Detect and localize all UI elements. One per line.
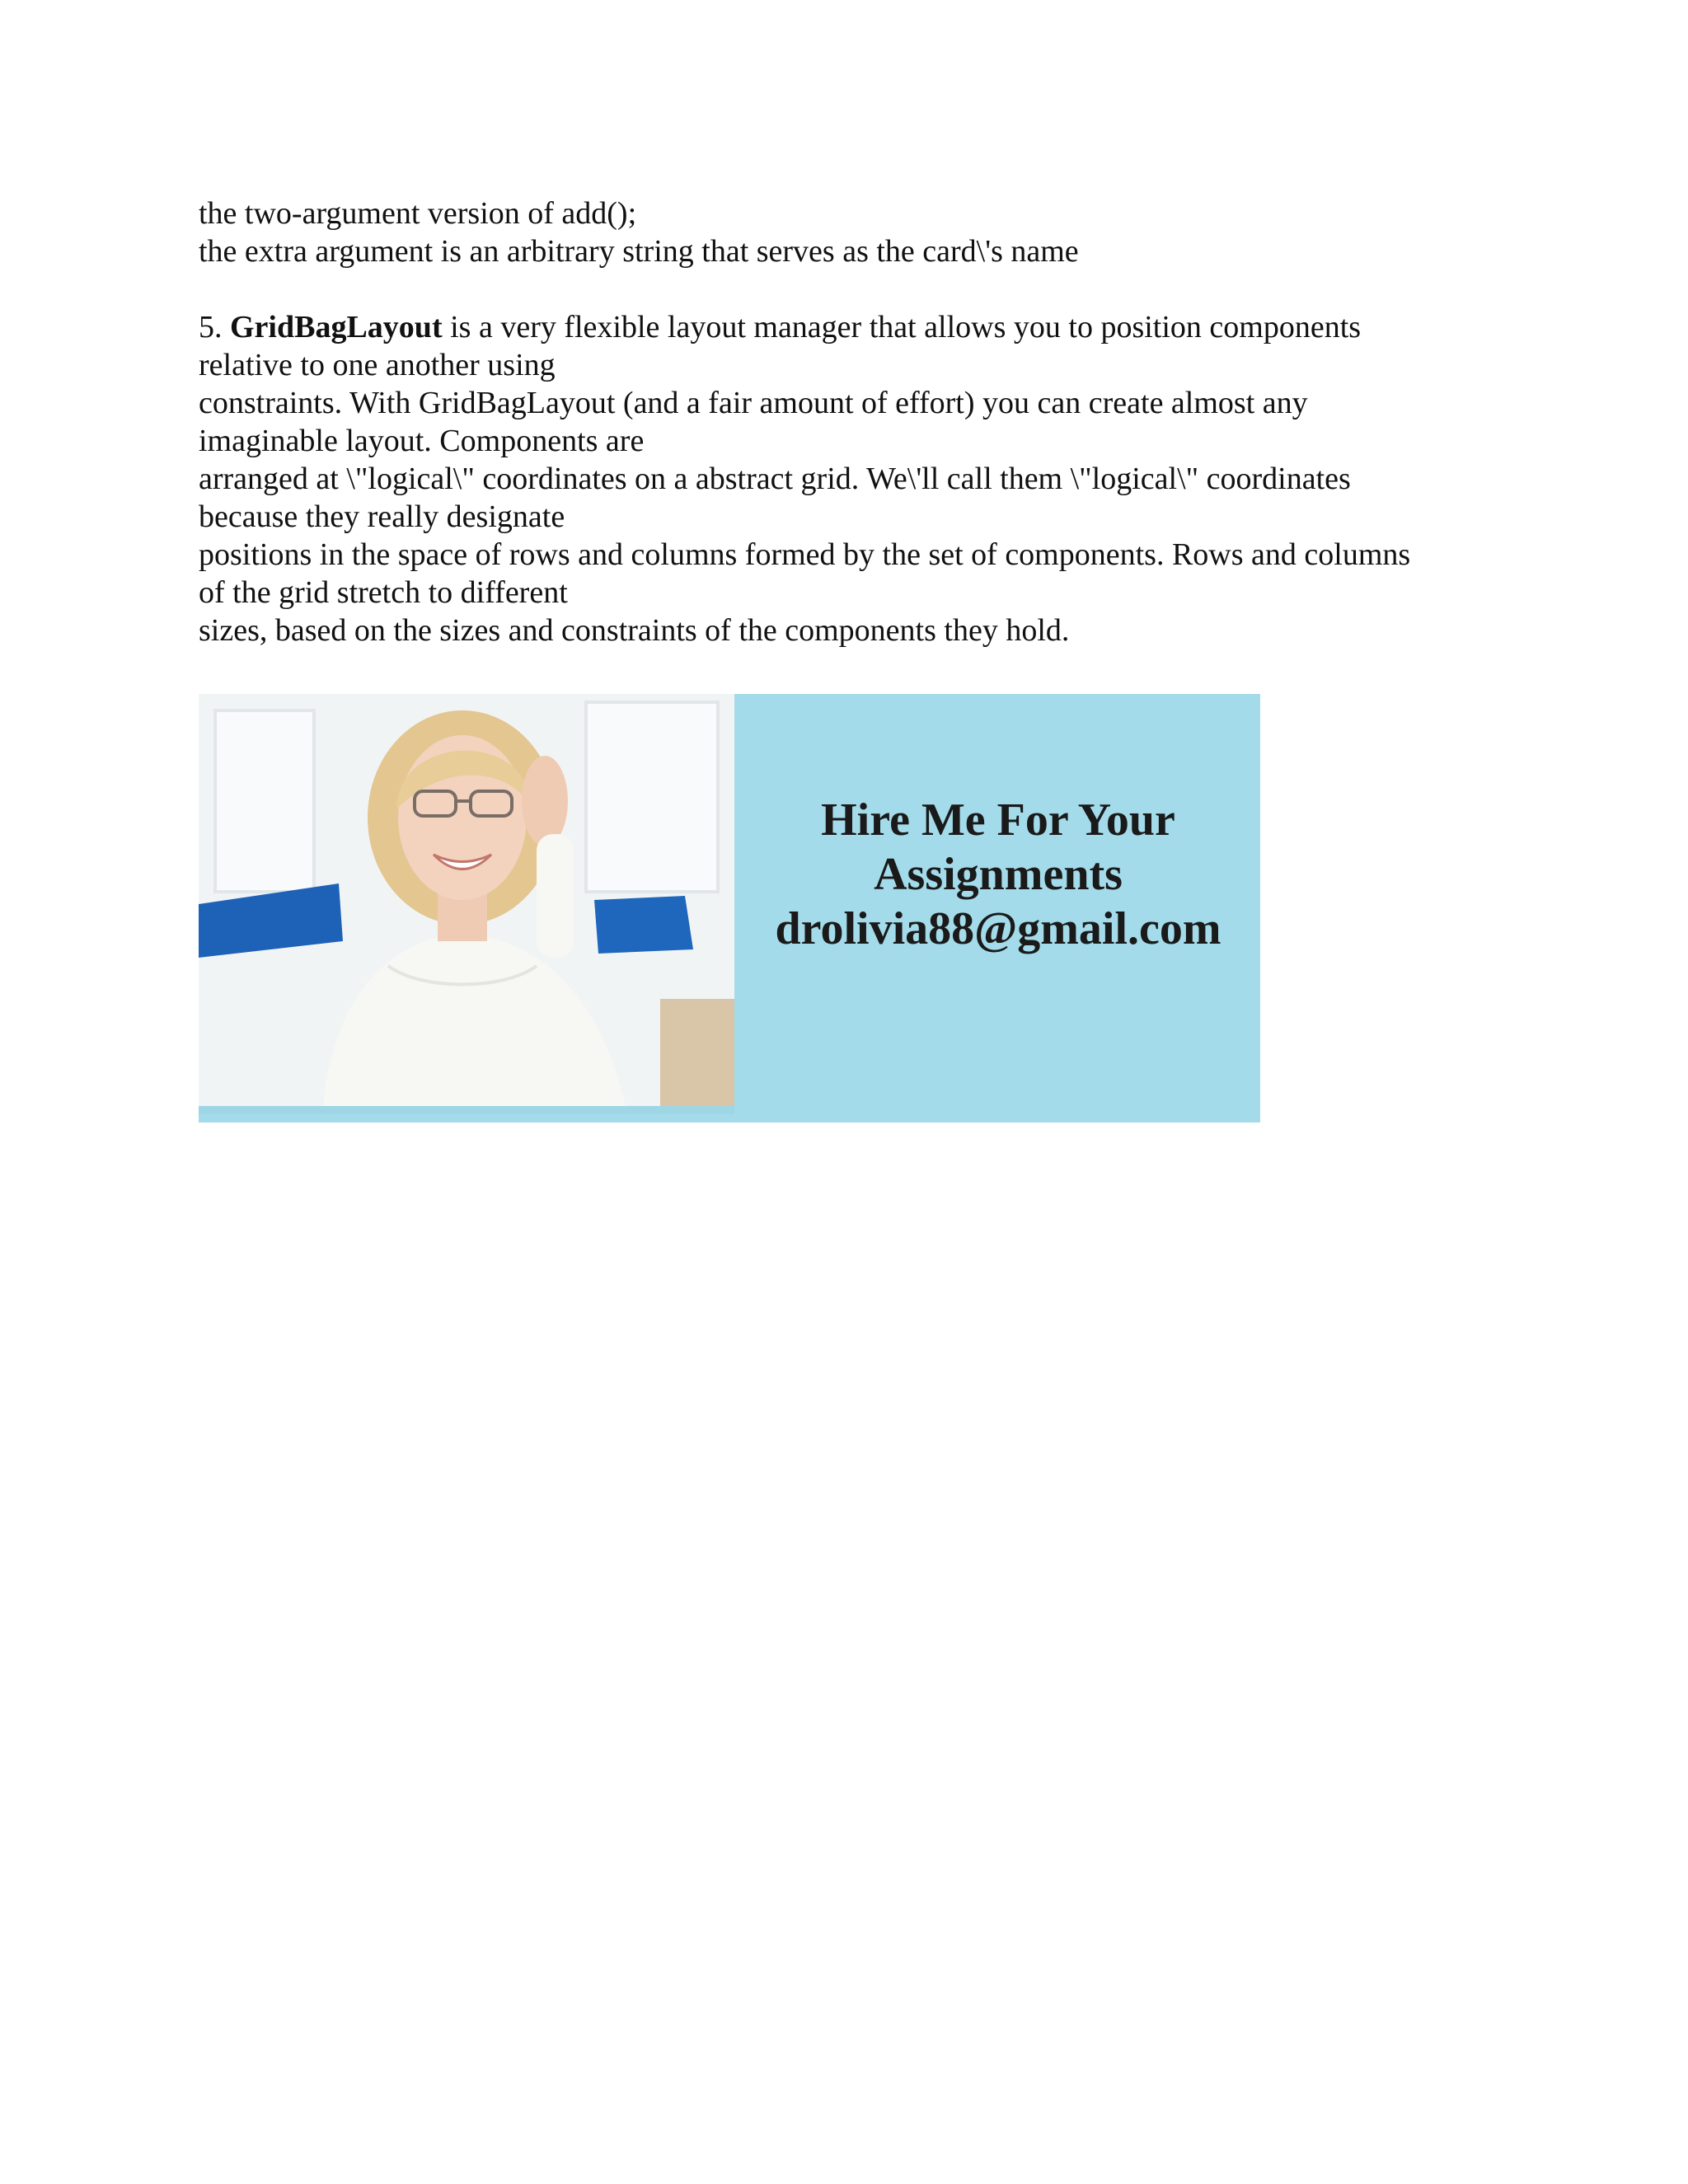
item-first-line bbox=[199, 308, 1501, 346]
banner-headline-2: Assignments bbox=[874, 849, 1123, 900]
text-line: of the grid stretch to different bbox=[199, 575, 568, 610]
text-line: the extra argument is an arbitrary string that serves as the card\'s name bbox=[199, 234, 1079, 269]
item-number: 5. bbox=[199, 310, 223, 344]
text-line: positions in the space of rows and columns formed by the set of components. Rows and columns bbox=[199, 537, 1411, 572]
paragraph-gap bbox=[199, 270, 1501, 308]
text-line: constraints. With GridBagLayout (and a fair amount of effort) you can create almost any bbox=[199, 386, 1308, 420]
document-body bbox=[199, 194, 1501, 649]
text-line: imaginable layout. Components are bbox=[199, 424, 645, 458]
banner-headline: Hire Me For Your bbox=[821, 794, 1175, 846]
text-line: arranged at \"logical\" coordinates on a abstract grid. We\'ll call them \"logical\" coordinates bbox=[199, 462, 1351, 496]
item-term: GridBagLayout bbox=[230, 310, 443, 344]
woman-photo-illustration bbox=[199, 694, 734, 1114]
item-first-line-rest: is a very flexible layout manager that allows you to position components bbox=[450, 310, 1362, 344]
text-line: sizes, based on the sizes and constraints of the components they hold. bbox=[199, 613, 1070, 648]
text-line: because they really designate bbox=[199, 499, 565, 534]
banner-email: drolivia88@gmail.com bbox=[775, 903, 1221, 954]
text-line: relative to one another using bbox=[199, 348, 556, 382]
banner-text bbox=[743, 793, 1254, 956]
text-line: the two-argument version of add(); bbox=[199, 196, 637, 231]
woman-photo bbox=[199, 694, 734, 1114]
advertisement-banner bbox=[199, 694, 1260, 1122]
photo-bottom-strip bbox=[199, 1106, 734, 1114]
